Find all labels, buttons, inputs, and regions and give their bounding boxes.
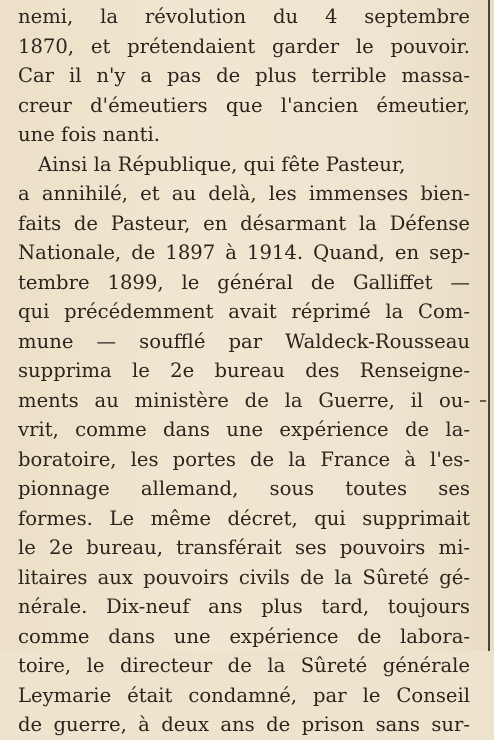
text-line: boratoire, les portes de la France à l'es- — [18, 447, 470, 471]
text-line: de guerre, à deux ans de prison sans sur- — [18, 713, 470, 736]
text-line: Nationale, de 1897 à 1914. Quand, en sep- — [18, 241, 470, 264]
text-line: mune — soufflé par Waldeck-Rousseau — [18, 329, 470, 353]
text-line: qui précédemment avait réprimé la Com- — [18, 300, 470, 323]
text-line: vrit, comme dans une expérience de la- — [18, 418, 470, 441]
text-line: Leymarie était condamné, par le Conseil — [18, 683, 470, 707]
text-line: nérale. Dix-neuf ans plus tard, toujours — [18, 595, 470, 618]
text-line: 1870, et prétendaient garder le pouvoir. — [18, 34, 470, 58]
text-line: ments au ministère de la Guerre, il ou- — [18, 388, 470, 412]
text-line: a annihilé, et au delà, les immenses bien- — [18, 182, 470, 205]
text-line: creur d'émeutiers que l'ancien émeutier, — [18, 93, 470, 117]
text-line: formes. Le même décret, qui supprimait — [18, 506, 470, 530]
text-line: une fois nanti. — [18, 123, 160, 146]
text-line: supprima le 2e bureau des Renseigne- — [18, 359, 470, 382]
text-line: comme dans une expérience de labora- — [18, 624, 470, 648]
text-line: pionnage allemand, sous toutes ses — [18, 477, 470, 500]
text-line: faits de Pasteur, en désarmant la Défense — [18, 211, 470, 235]
margin-mark — [480, 400, 486, 402]
body-text — [18, 2, 470, 740]
text-line: litaires aux pouvoirs civils de la Sûreté gé- — [18, 565, 470, 589]
text-line: le 2e bureau, transférait ses pouvoirs mi- — [18, 536, 470, 559]
text-line: nemi, la révolution du 4 septembre — [18, 5, 470, 28]
paragraph-start-line: Ainsi la République, qui fête Pasteur, — [38, 152, 406, 176]
text-line: toire, le directeur de la Sûreté générale — [18, 654, 470, 677]
page-edge-rule — [488, 0, 490, 651]
text-line: Car il n'y a pas de plus terrible massa- — [18, 64, 470, 87]
text-line: tembre 1899, le général de Galliffet — — [18, 270, 470, 294]
